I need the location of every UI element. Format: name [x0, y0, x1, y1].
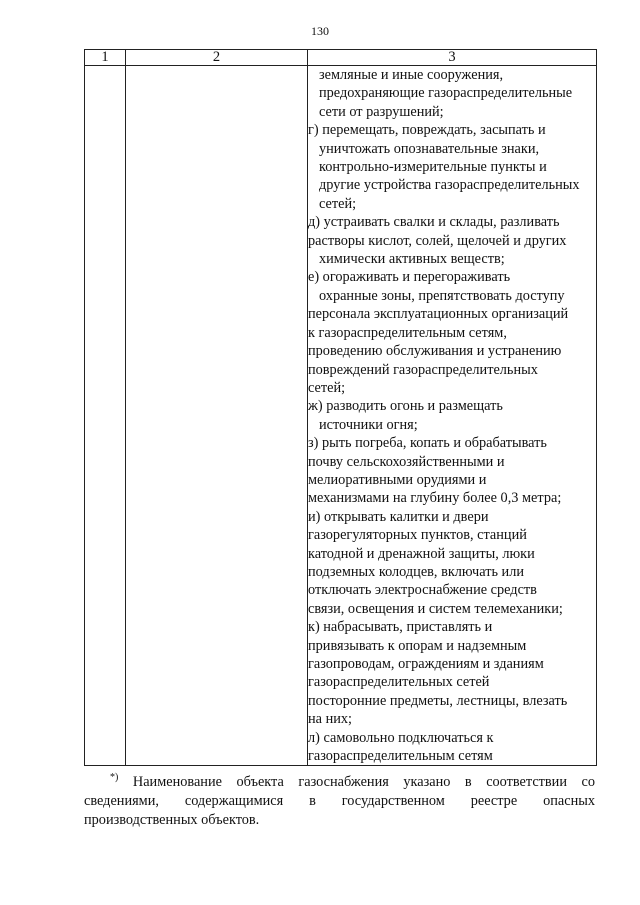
text-line: на них;	[308, 711, 352, 728]
text-line: растворы кислот, солей, щелочей и других	[308, 232, 567, 249]
column-header-1: 1	[85, 50, 126, 66]
requirements-table	[84, 49, 597, 766]
text-line: подземных колодцев, включать или	[308, 563, 524, 580]
text-line: д) устраивать свалки и склады, разливать	[308, 214, 560, 231]
text-line: к) набрасывать, приставлять и	[308, 619, 493, 636]
footnote-mark: *)	[110, 772, 119, 784]
text-line: газораспределительным сетям	[308, 748, 493, 765]
table-row	[85, 66, 597, 766]
text-line: газораспределительных сетей	[308, 674, 490, 691]
text-line: отключать электроснабжение средств	[308, 582, 537, 599]
text-line: химически активных веществ;	[319, 251, 505, 268]
table-cell-col3	[308, 66, 597, 766]
text-line: охранные зоны, препятствовать доступу	[319, 287, 565, 304]
text-line: е) огораживать и перегораживать	[308, 269, 511, 286]
footnote-line: производственных объектов.	[84, 812, 260, 828]
page-number: 130	[311, 24, 329, 38]
text-line: газорегуляторных пунктов, станций	[308, 527, 527, 544]
text-line: мелиоративными орудиями и	[308, 471, 487, 488]
table-cell-col2	[126, 66, 308, 766]
text-line: сети от разрушений;	[319, 103, 444, 120]
text-line: повреждений газораспределительных	[308, 361, 538, 378]
text-line: г) перемещать, повреждать, засыпать и	[308, 122, 546, 139]
footnote-line: сведениями, содержащимися в государственном реестре опасных	[84, 793, 595, 809]
text-line: источники огня;	[319, 416, 418, 433]
text-line: механизмами на глубину более 0,3 метра;	[308, 490, 562, 507]
text-line: з) рыть погреба, копать и обрабатывать	[308, 435, 547, 452]
text-line: связи, освещения и систем телемеханики;	[308, 600, 563, 617]
footnote	[84, 773, 595, 830]
text-line: контрольно-измерительные пункты и	[319, 159, 547, 176]
text-line: катодной и дренажной защиты, люки	[308, 545, 535, 562]
text-line: другие устройства газораспределительных	[319, 177, 580, 194]
footnote-text: Наименование объекта газоснабжения указано в соответствии со	[132, 774, 596, 790]
text-line: почву сельскохозяйственными и	[308, 453, 505, 470]
text-line: к газораспределительным сетям,	[308, 324, 507, 341]
column-header-2: 2	[126, 50, 308, 66]
text-line: и) открывать калитки и двери	[308, 508, 489, 525]
text-line: предохраняющие газораспределительные	[319, 85, 573, 102]
text-line: персонала эксплуатационных организаций	[308, 306, 569, 323]
text-line: сетей;	[308, 379, 346, 396]
text-line: посторонние предметы, лестницы, влезать	[308, 692, 568, 709]
table-cell-col1	[85, 66, 126, 766]
text-line: сетей;	[319, 195, 357, 212]
text-line: земляные и иные сооружения,	[319, 67, 504, 83]
column-header-3: 3	[308, 50, 597, 66]
text-line: проведению обслуживания и устранению	[308, 343, 562, 360]
table-header-row	[85, 50, 597, 66]
text-line: ж) разводить огонь и размещать	[308, 398, 503, 415]
footnote-line	[84, 773, 595, 792]
text-line: привязывать к опорам и надземным	[308, 637, 527, 654]
text-line: уничтожать опознавательные знаки,	[319, 140, 540, 157]
text-line: л) самовольно подключаться к	[308, 729, 494, 746]
text-line: газопроводам, ограждениям и зданиям	[308, 656, 544, 672]
